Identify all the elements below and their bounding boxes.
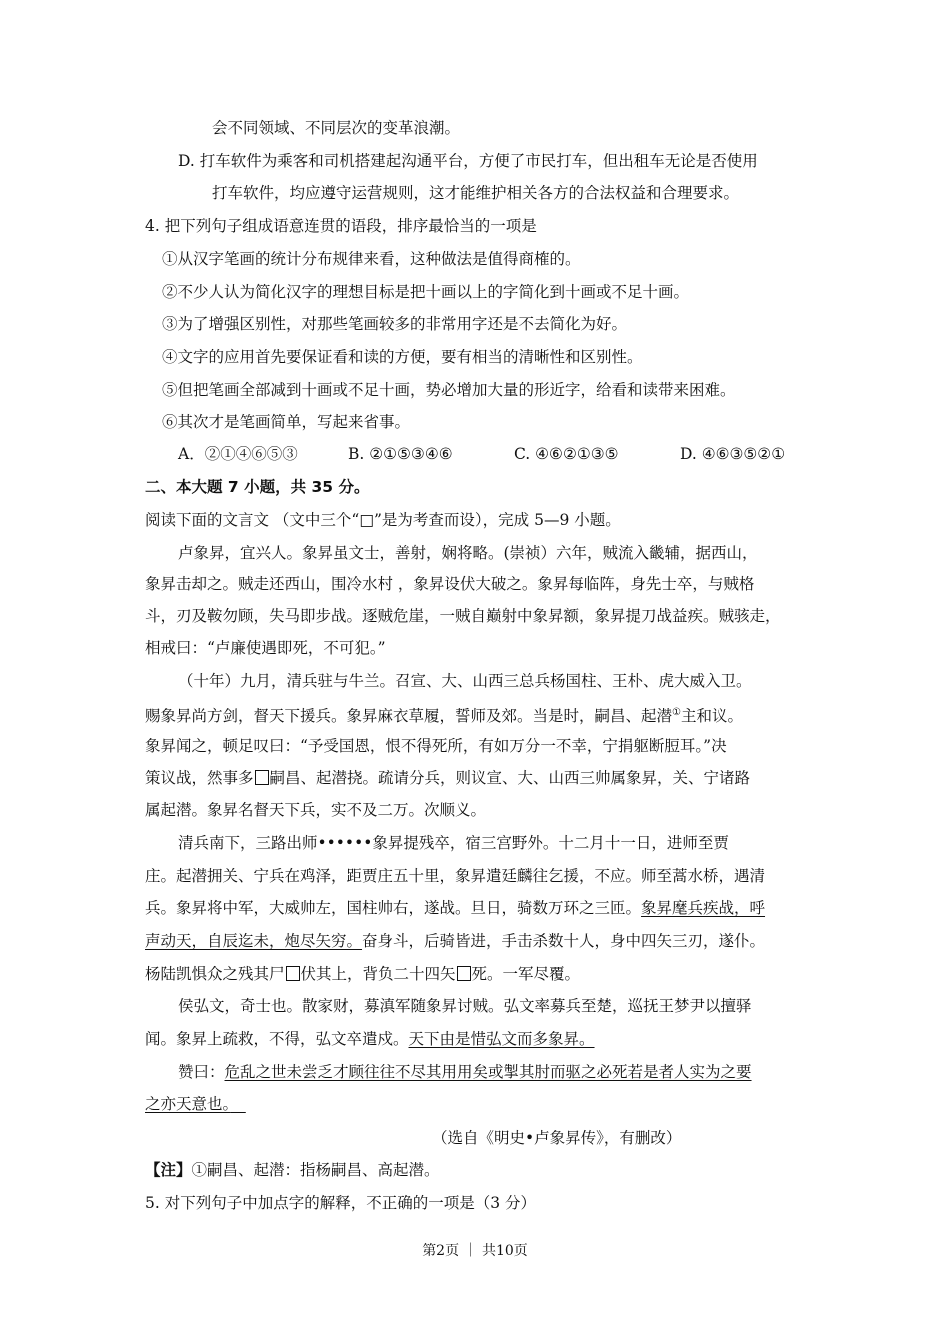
unpunctuated-passage-cont: 之亦天意也。 bbox=[145, 1095, 231, 1113]
underlined-sentence-2: 天下由是惜弘文而多象昇。 bbox=[408, 1030, 595, 1048]
sentence-3: ③为了增强区别性，对那些笔画较多的非常用字还是不去简化为好。 bbox=[162, 315, 628, 333]
sentence-1: ①从汉字笔画的统计分布规律来看，这种做法是值得商榷的。 bbox=[162, 250, 581, 268]
passage-p1-line1: 卢象昇，宜兴人。象昇虽文士，善射，娴将略。(崇祯）六年，贼流入畿辅，据西山， bbox=[178, 544, 758, 562]
underlined-sentence-cont: 声动天，自辰迄未，炮尽矢穷。 bbox=[145, 932, 363, 950]
blank-box-3 bbox=[457, 966, 471, 981]
passage-p2-line1: （十年）九月，清兵驻与牛兰。召宣、大、山西三总兵杨国柱、王朴、虎大威入卫。 bbox=[178, 672, 752, 690]
passage-p1-line3: 斗，刃及鞍勿顾，失马即步战。逐贼危崖，一贼自巅射中象昇额，象昇提刀战益疾。贼骇走， bbox=[145, 607, 781, 625]
option-d: D. 打车软件为乘客和司机搭建起沟通平台，方便了市民打车，但出租车无论是否使用 bbox=[178, 152, 758, 170]
passage-p3-line2: 庄。起潜拥关、宁兵在鸡泽，距贾庄五十里，象昇遣廷麟往乞援，不应。师至蒿水桥，遇清 bbox=[145, 867, 766, 885]
underlined-sentence: 象昇麾兵疾战，呼 bbox=[641, 899, 766, 917]
passage-p1-line2: 象昇击却之。贼走还西山，围冷水村 ，象昇设伏大破之。象昇每临阵，身先士卒，与贼格 bbox=[145, 575, 755, 593]
option-d-choice[interactable]: D. ④⑥③⑤②① bbox=[680, 445, 786, 463]
sentence-6: ⑥其次才是笔画简单，写起来省事。 bbox=[162, 413, 411, 431]
footnote-marker: ① bbox=[672, 707, 681, 718]
passage-p2-line3: 象昇闻之，顿足叹曰：“予受国恩，恨不得死所，有如万分一不幸，宁捐躯断脰耳。”决 bbox=[145, 737, 727, 755]
passage-p3-line4: 声动天，自辰迄未，炮尽矢穷。奋身斗，后骑皆进，手击杀数十人，身中四矢三刃，遂仆。 bbox=[145, 932, 766, 950]
option-d-continuation: 打车软件，均应遵守运营规则，这才能维护相关各方的合法权益和合理要求。 bbox=[212, 184, 740, 202]
passage-p4-line1: 侯弘文，奇士也。散家财，募滇军随象昇讨贼。弘文率募兵至楚，巡抚王梦尹以擅驿 bbox=[178, 997, 752, 1015]
sentence-2: ②不少人认为简化汉字的理想目标是把十画以上的字简化到十画或不足十画。 bbox=[162, 283, 690, 301]
section-2-heading: 二、本大题 7 小题，共 35 分。 bbox=[145, 478, 370, 496]
passage-p4-line2: 闻。象昇上疏救，不得，弘文卒遣戍。天下由是惜弘文而多象昇。 bbox=[145, 1030, 595, 1048]
footnote: 【注】①嗣昌、起潜：指杨嗣昌、高起潜。 bbox=[145, 1161, 440, 1179]
option-c-continuation: 会不同领域、不同层次的变革浪潮。 bbox=[212, 119, 461, 137]
blank-box-1 bbox=[255, 770, 269, 785]
option-a[interactable]: A．②①④⑥⑤③ bbox=[178, 445, 298, 463]
option-b[interactable]: B. ②①⑤③④⑥ bbox=[348, 445, 453, 463]
option-c[interactable]: C. ④⑥②①③⑤ bbox=[514, 445, 619, 463]
passage-source: （选自《明史•卢象昇传》，有删改） bbox=[432, 1129, 682, 1147]
question-4: 4. 把下列句子组成语意连贯的语段，排序最恰当的一项是 bbox=[145, 217, 537, 235]
passage-p2-line5: 属起潜。象昇名督天下兵，实不及二万。次顺义。 bbox=[145, 801, 487, 819]
sentence-4: ④文字的应用首先要保证看和读的方便，要有相当的清晰性和区别性。 bbox=[162, 348, 643, 366]
passage-p2-line2: 赐象昇尚方剑，督天下援兵。象昇麻衣草履，誓师及郊。当是时，嗣昌、起潜①主和议。 bbox=[145, 707, 743, 726]
page-footer: 第2页 ｜ 共10页 bbox=[422, 1243, 528, 1259]
blank-box-2 bbox=[286, 966, 300, 981]
passage-p3-line1: 清兵南下，三路出师••••••象昇提残卒，宿三宫野外。十二月十一日，进师至贾 bbox=[178, 834, 729, 852]
sentence-5: ⑤但把笔画全部减到十画或不足十画，势必增加大量的形近字，给看和读带来困难。 bbox=[162, 381, 736, 399]
passage-p5-line1: 赞曰：危乱之世未尝乏才顾往往不尽其用用矣或掣其肘而驱之必死若是者人实为之要 bbox=[178, 1063, 752, 1081]
passage-p2-line4: 策议战，然事多 嗣昌、起潜挠。疏请分兵，则议宣、大、山西三帅属象昇，关、宁诸路 bbox=[145, 769, 751, 787]
question-5: 5. 对下列句子中加点字的解释，不正确的一项是（3 分） bbox=[145, 1194, 537, 1212]
passage-p3-line5: 杨陆凯惧众之残其尸 伏其上，背负二十四矢 死。一军尽覆。 bbox=[145, 965, 581, 983]
unpunctuated-passage: 危乱之世未尝乏才顾往往不尽其用用矣或掣其肘而驱之必死若是者人实为之要 bbox=[224, 1063, 752, 1081]
passage-p5-line2 bbox=[145, 1093, 246, 1115]
passage-p3-line3: 兵。象昇将中军，大威帅左，国柱帅右，遂战。旦日，骑数万环之三匝。象昇麾兵疾战，呼 bbox=[145, 899, 766, 917]
passage-p1-line4: 相戒曰：“卢廉使遇即死，不可犯。” bbox=[145, 639, 386, 657]
reading-intro: 阅读下面的文言文 （文中三个“□”是为考查而设），完成 5—9 小题。 bbox=[145, 511, 621, 529]
